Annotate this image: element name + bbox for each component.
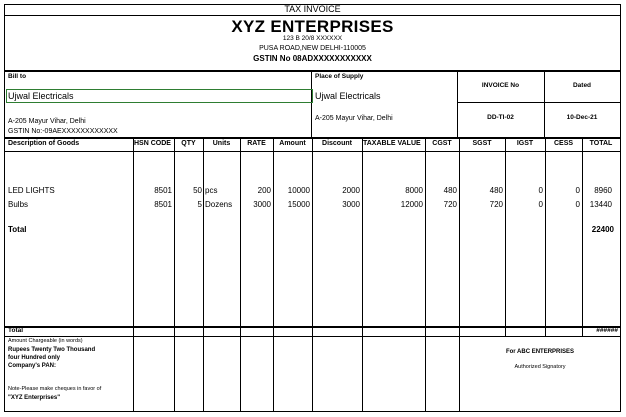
footer-total-label: Total [8,327,24,334]
bill-to-label: Bill to [8,73,27,80]
place-of-supply-address: A-205 Mayur Vihar, Delhi [315,115,393,122]
row-units: Dozens [205,200,233,209]
doc-title: TAX INVOICE [284,4,341,14]
row-qty: 50 [193,186,202,195]
place-of-supply-name: Ujwal Electricals [315,91,381,101]
bill-to-address: A-205 Mayur Vihar, Delhi [8,118,86,125]
authorized-signatory: Authorized Signatory [514,364,566,370]
row-cess: 0 [575,186,580,195]
company-name: XYZ ENTERPRISES [231,17,394,36]
amount-chargeable-label: Amount Chargeable (in words) [8,338,83,344]
col-header-rate: RATE [247,140,266,147]
col-header-total: TOTAL [589,140,613,147]
row-rate: 200 [257,186,271,195]
row-amount: 10000 [287,186,310,195]
col-header-amount: Amount [279,140,306,147]
col-header-units: Units [212,140,231,147]
row-igst: 0 [538,200,543,209]
col-header-igst: IGST [516,140,534,147]
row-sgst: 480 [489,186,503,195]
row-sgst: 720 [489,200,503,209]
col-header-hsn: HSN CODE [134,140,171,147]
invoice-no-label: INVOICE No [481,82,520,89]
col-header-sgst: SGST [472,140,492,147]
bill-to-name: Ujwal Electricals [8,91,74,101]
row-description: LED LIGHTS [8,186,55,195]
col-header-description: Description of Goods [8,140,80,147]
row-units: pcs [205,186,218,195]
row-total: 13440 [589,200,612,209]
row-taxable-value: 8000 [405,186,423,195]
total-label: Total [8,225,27,234]
bill-to-gstin: GSTIN No:-09AEXXXXXXXXXXXX [8,128,118,135]
col-header-cgst: CGST [432,140,452,147]
note-line2: "XYZ Enterprises" [8,395,61,401]
row-discount: 2000 [342,186,360,195]
row-hsn: 8501 [154,200,172,209]
row-igst: 0 [538,186,543,195]
row-cgst: 720 [443,200,457,209]
row-hsn: 8501 [154,186,172,195]
row-amount: 15000 [287,200,310,209]
dated-value: 10-Dec-21 [566,114,598,121]
col-header-cess: CESS [553,140,574,147]
company-gstin: GSTIN No 08ADXXXXXXXXXXX [253,54,372,63]
row-total: 8960 [594,186,612,195]
amount-words-line2: four Hundred only [8,355,60,361]
company-address-line2: PUSA ROAD,NEW DELHI-110005 [259,45,366,52]
row-rate: 3000 [253,200,271,209]
total-value: 22400 [591,225,614,234]
row-discount: 3000 [342,200,360,209]
note-line1: Note-Please make cheques in favor of [8,386,102,392]
footer-total-value: ###### [596,327,618,334]
for-company-label: For ABC ENTERPRISES [505,349,575,355]
row-taxable-value: 12000 [400,200,423,209]
col-header-discount: Discount [322,140,352,147]
col-header-taxable-value: TAXABLE VALUE [363,140,421,147]
amount-words-line1: Rupees Twenty Two Thousand [8,347,96,353]
row-description: Bulbs [8,200,29,209]
invoice-no-value: DD-TI-02 [487,114,514,121]
dated-label: Dated [572,82,592,89]
col-header-qty: QTY [181,140,196,147]
row-cgst: 480 [443,186,457,195]
company-pan-label: Company's PAN: [8,363,56,369]
row-cess: 0 [575,200,580,209]
place-of-supply-label: Place of Supply [315,73,364,80]
company-address-line1: 123 B 20/8 XXXXXX [282,35,343,42]
row-qty: 5 [197,200,202,209]
